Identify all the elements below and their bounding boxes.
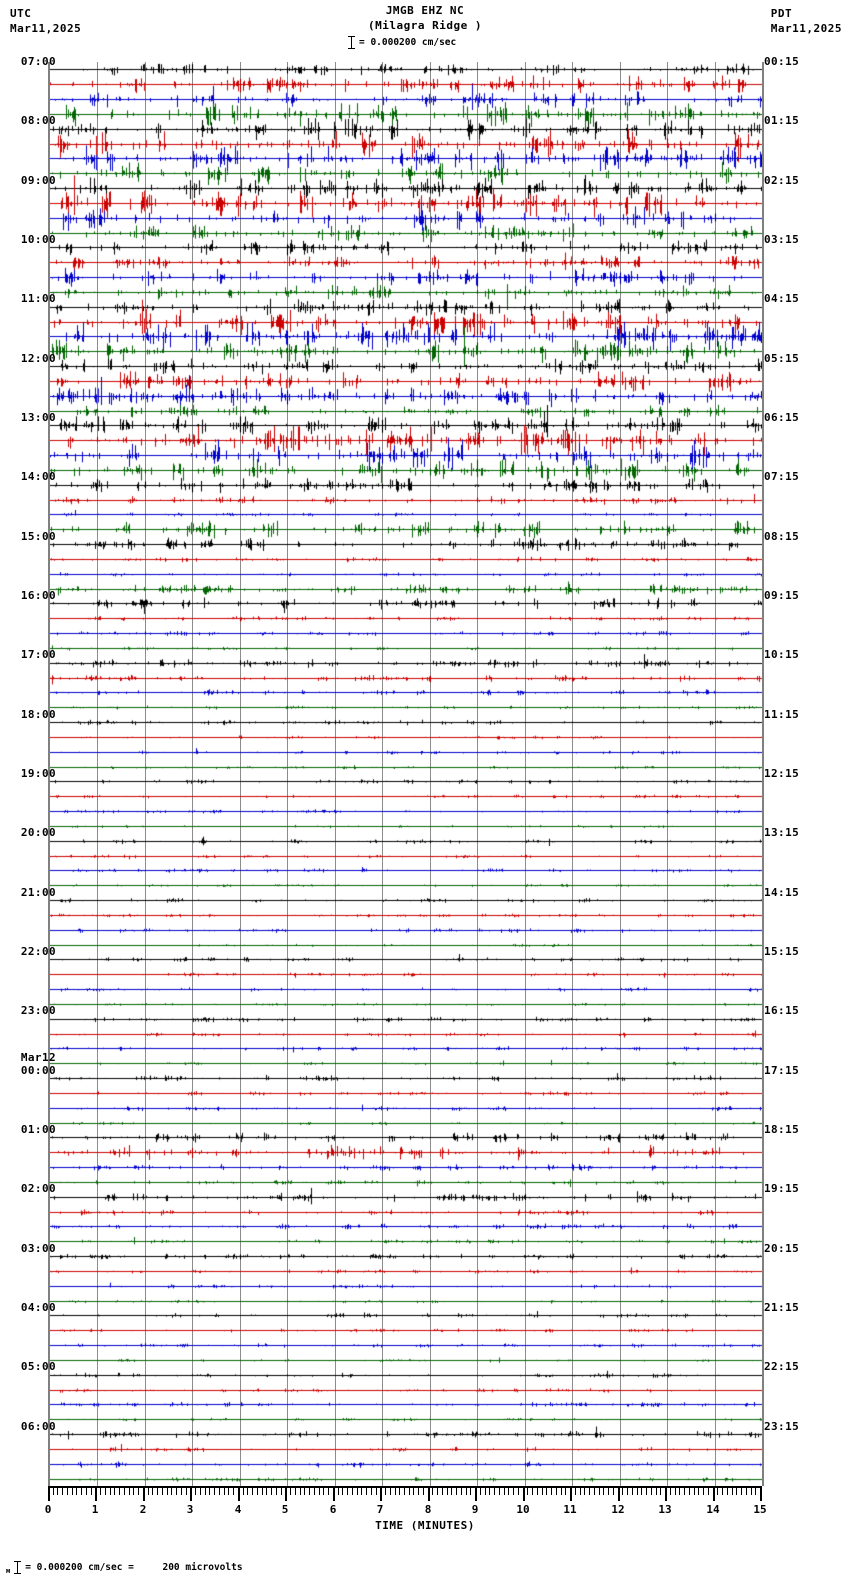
axis-tick-major-11 bbox=[570, 1488, 572, 1501]
axis-tick-minor bbox=[148, 1488, 149, 1495]
hour-label-utc-1400: 14:00 bbox=[20, 470, 56, 484]
axis-tick-minor bbox=[167, 1488, 168, 1495]
axis-tick-major-12 bbox=[618, 1488, 620, 1501]
axis-tick-minor bbox=[751, 1488, 752, 1495]
hour-label-pdt-0315: 03:15 bbox=[764, 233, 800, 246]
axis-tick-minor bbox=[319, 1488, 320, 1495]
axis-tick-minor bbox=[252, 1488, 253, 1495]
axis-tick-minor bbox=[200, 1488, 201, 1495]
axis-tick-label-14: 14 bbox=[706, 1503, 720, 1516]
axis-tick-minor bbox=[708, 1488, 709, 1495]
axis-tick-minor bbox=[72, 1488, 73, 1495]
axis-tick-minor bbox=[114, 1488, 115, 1495]
axis-tick-minor bbox=[670, 1488, 671, 1495]
axis-tick-minor bbox=[338, 1488, 339, 1495]
axis-tick-minor bbox=[703, 1488, 704, 1495]
axis-tick-minor bbox=[352, 1488, 353, 1495]
axis-tick-major-15 bbox=[760, 1488, 762, 1501]
axis-tick-minor bbox=[371, 1488, 372, 1495]
day-change-label: Mar12 bbox=[20, 1050, 56, 1064]
axis-tick-minor bbox=[632, 1488, 633, 1495]
hour-label-utc-1300: 13:00 bbox=[20, 411, 56, 424]
axis-tick-label-11: 11 bbox=[563, 1503, 577, 1516]
axis-tick-label-12: 12 bbox=[611, 1503, 625, 1516]
axis-tick-minor bbox=[162, 1488, 163, 1495]
axis-tick-minor bbox=[361, 1488, 362, 1495]
axis-tick-minor bbox=[395, 1488, 396, 1495]
axis-tick-minor bbox=[656, 1488, 657, 1495]
header bbox=[0, 0, 850, 58]
station-title: JMGB EHZ NC bbox=[385, 4, 465, 17]
axis-tick-minor bbox=[385, 1488, 386, 1495]
hour-label-pdt-0615: 06:15 bbox=[764, 411, 800, 424]
scale-legend-text: = 0.000200 cm/sec bbox=[359, 37, 457, 48]
hour-label-utc-1900: 19:00 bbox=[20, 767, 56, 780]
axis-tick-minor bbox=[565, 1488, 566, 1495]
axis-tick-minor bbox=[129, 1488, 130, 1495]
hour-label-utc-2000: 20:00 bbox=[20, 826, 56, 840]
axis-tick-minor bbox=[684, 1488, 685, 1495]
axis-tick-minor bbox=[456, 1488, 457, 1495]
axis-tick-minor bbox=[314, 1488, 315, 1495]
axis-tick-minor bbox=[271, 1488, 272, 1495]
axis-tick-minor bbox=[304, 1488, 305, 1495]
axis-tick-minor bbox=[233, 1488, 234, 1495]
axis-tick-minor bbox=[504, 1488, 505, 1495]
axis-tick-minor bbox=[257, 1488, 258, 1495]
axis-tick-minor bbox=[537, 1488, 538, 1495]
axis-tick-minor bbox=[732, 1488, 733, 1495]
hour-label-utc-1000: 10:00 bbox=[20, 233, 56, 246]
axis-tick-minor bbox=[679, 1488, 680, 1495]
axis-tick-minor bbox=[413, 1488, 414, 1495]
axis-tick-minor bbox=[603, 1488, 604, 1495]
axis-tick-minor bbox=[262, 1488, 263, 1495]
hour-label-utc-0500: 05:00 bbox=[20, 1360, 56, 1374]
axis-tick-minor bbox=[689, 1488, 690, 1495]
hour-label-pdt-1115: 11:15 bbox=[764, 707, 800, 721]
axis-tick-minor bbox=[561, 1488, 562, 1495]
axis-tick-minor bbox=[124, 1488, 125, 1495]
hour-label-utc-1600: 16:00 bbox=[20, 589, 56, 602]
axis-tick-major-13 bbox=[665, 1488, 667, 1501]
hour-label-utc-1100: 11:00 bbox=[20, 292, 56, 306]
axis-tick-label-3: 3 bbox=[186, 1503, 194, 1516]
hour-label-utc-0400: 04:00 bbox=[20, 1301, 56, 1314]
axis-tick-minor bbox=[594, 1488, 595, 1495]
axis-tick-minor bbox=[390, 1488, 391, 1495]
chart-title-block bbox=[0, 3, 850, 33]
axis-tick-minor bbox=[584, 1488, 585, 1495]
axis-tick-minor bbox=[532, 1488, 533, 1495]
axis-tick-minor bbox=[86, 1488, 87, 1495]
footer-scale-note bbox=[6, 1561, 243, 1574]
axis-tick-label-5: 5 bbox=[281, 1503, 289, 1516]
axis-tick-minor bbox=[755, 1488, 756, 1495]
axis-tick-major-4 bbox=[238, 1488, 240, 1501]
axis-tick-minor bbox=[717, 1488, 718, 1495]
axis-tick-label-1: 1 bbox=[91, 1503, 99, 1516]
axis-tick-minor bbox=[224, 1488, 225, 1495]
x-axis-title: TIME (MINUTES) bbox=[375, 1519, 475, 1532]
hour-label-utc-0100: 01:00 bbox=[20, 1123, 56, 1136]
axis-tick-minor bbox=[494, 1488, 495, 1495]
hour-label-pdt-1515: 15:15 bbox=[764, 945, 800, 958]
hour-label-utc-1700: 17:00 bbox=[20, 648, 56, 662]
axis-tick-minor bbox=[91, 1488, 92, 1495]
hour-label-pdt-1815: 18:15 bbox=[764, 1123, 800, 1136]
axis-tick-label-4: 4 bbox=[234, 1503, 242, 1516]
axis-tick-minor bbox=[171, 1488, 172, 1495]
axis-tick-minor bbox=[470, 1488, 471, 1495]
axis-tick-major-3 bbox=[190, 1488, 192, 1501]
axis-tick-minor bbox=[152, 1488, 153, 1495]
axis-tick-minor bbox=[660, 1488, 661, 1495]
axis-tick-minor bbox=[608, 1488, 609, 1495]
axis-tick-major-6 bbox=[333, 1488, 335, 1501]
axis-tick-minor bbox=[423, 1488, 424, 1495]
axis-tick-minor bbox=[138, 1488, 139, 1495]
axis-tick-minor bbox=[551, 1488, 552, 1495]
axis-tick-major-8 bbox=[428, 1488, 430, 1501]
hour-label-utc-1200: 12:00 bbox=[20, 351, 56, 365]
axis-tick-major-9 bbox=[475, 1488, 477, 1501]
axis-tick-minor bbox=[641, 1488, 642, 1495]
hour-label-utc-1800: 18:00 bbox=[20, 707, 56, 721]
axis-tick-minor bbox=[575, 1488, 576, 1495]
axis-tick-minor bbox=[480, 1488, 481, 1495]
hour-label-pdt-1415: 14:15 bbox=[764, 885, 800, 899]
axis-tick-minor bbox=[219, 1488, 220, 1495]
axis-tick-minor bbox=[214, 1488, 215, 1495]
axis-tick-minor bbox=[518, 1488, 519, 1495]
axis-tick-minor bbox=[81, 1488, 82, 1495]
footer-scale-text: = 0.000200 cm/sec = 200 microvolts bbox=[25, 1562, 243, 1573]
footer-scale-bar-icon bbox=[14, 1561, 21, 1574]
hour-label-utc-1500: 15:00 bbox=[20, 529, 56, 543]
axis-tick-label-15: 15 bbox=[753, 1503, 767, 1516]
axis-tick-minor bbox=[67, 1488, 68, 1495]
axis-tick-minor bbox=[527, 1488, 528, 1495]
axis-tick-label-7: 7 bbox=[376, 1503, 384, 1516]
axis-tick-minor bbox=[622, 1488, 623, 1495]
hour-label-pdt-0015: 00:15 bbox=[764, 55, 800, 68]
axis-tick-minor bbox=[57, 1488, 58, 1495]
axis-tick-minor bbox=[328, 1488, 329, 1495]
axis-tick-major-7 bbox=[380, 1488, 382, 1501]
axis-tick-minor bbox=[205, 1488, 206, 1495]
axis-tick-minor bbox=[627, 1488, 628, 1495]
axis-tick-minor bbox=[447, 1488, 448, 1495]
axis-tick-label-9: 9 bbox=[471, 1503, 479, 1516]
axis-tick-minor bbox=[228, 1488, 229, 1495]
axis-tick-minor bbox=[323, 1488, 324, 1495]
axis-tick-minor bbox=[698, 1488, 699, 1495]
utc-label: UTC bbox=[10, 7, 32, 20]
axis-tick-major-14 bbox=[713, 1488, 715, 1501]
axis-tick-minor bbox=[62, 1488, 63, 1495]
hour-label-utc-0000: 00:00 bbox=[20, 1063, 56, 1077]
axis-tick-minor bbox=[247, 1488, 248, 1495]
axis-tick-minor bbox=[580, 1488, 581, 1495]
axis-tick-major-0 bbox=[48, 1488, 50, 1501]
scale-bar-icon bbox=[348, 36, 355, 49]
hour-label-pdt-0515: 05:15 bbox=[764, 351, 800, 365]
axis-tick-minor bbox=[727, 1488, 728, 1495]
hour-label-pdt-2115: 21:15 bbox=[764, 1301, 800, 1314]
axis-tick-minor bbox=[542, 1488, 543, 1495]
axis-tick-minor bbox=[418, 1488, 419, 1495]
axis-tick-minor bbox=[243, 1488, 244, 1495]
axis-tick-major-1 bbox=[95, 1488, 97, 1501]
axis-tick-minor bbox=[105, 1488, 106, 1495]
axis-tick-minor bbox=[741, 1488, 742, 1495]
axis-tick-minor bbox=[195, 1488, 196, 1495]
hour-label-pdt-1915: 19:15 bbox=[764, 1182, 800, 1196]
helicorder-plot[interactable] bbox=[48, 62, 764, 1486]
axis-tick-label-0: 0 bbox=[44, 1503, 52, 1516]
hour-label-pdt-2015: 20:15 bbox=[764, 1241, 800, 1255]
axis-tick-minor bbox=[342, 1488, 343, 1495]
axis-tick-minor bbox=[513, 1488, 514, 1495]
axis-tick-minor bbox=[651, 1488, 652, 1495]
footer-prefix-glyph: м bbox=[6, 1566, 11, 1575]
axis-tick-minor bbox=[466, 1488, 467, 1495]
axis-tick-minor bbox=[176, 1488, 177, 1495]
axis-tick-minor bbox=[110, 1488, 111, 1495]
axis-tick-minor bbox=[133, 1488, 134, 1495]
axis-tick-major-5 bbox=[285, 1488, 287, 1501]
axis-tick-minor bbox=[266, 1488, 267, 1495]
hour-label-utc-0300: 03:00 bbox=[20, 1241, 56, 1255]
axis-tick-minor bbox=[432, 1488, 433, 1495]
axis-tick-label-2: 2 bbox=[139, 1503, 147, 1516]
axis-tick-minor bbox=[489, 1488, 490, 1495]
axis-tick-minor bbox=[181, 1488, 182, 1495]
axis-tick-minor bbox=[499, 1488, 500, 1495]
axis-tick-minor bbox=[309, 1488, 310, 1495]
hour-label-utc-2100: 21:00 bbox=[20, 885, 56, 899]
axis-tick-minor bbox=[461, 1488, 462, 1495]
hour-label-pdt-1615: 16:15 bbox=[764, 1004, 800, 1018]
axis-tick-minor bbox=[675, 1488, 676, 1495]
hour-label-pdt-2315: 23:15 bbox=[764, 1419, 800, 1433]
hour-label-pdt-0115: 01:15 bbox=[764, 114, 800, 128]
hour-label-pdt-0215: 02:15 bbox=[764, 173, 800, 187]
pdt-time-zone-block bbox=[771, 6, 842, 36]
hour-label-utc-0800: 08:00 bbox=[20, 114, 56, 128]
axis-tick-minor bbox=[613, 1488, 614, 1495]
axis-tick-minor bbox=[451, 1488, 452, 1495]
axis-tick-minor bbox=[722, 1488, 723, 1495]
hour-label-pdt-0415: 04:15 bbox=[764, 292, 800, 306]
axis-tick-minor bbox=[295, 1488, 296, 1495]
pdt-label: PDT bbox=[770, 7, 793, 20]
hour-label-pdt-1015: 10:15 bbox=[764, 648, 800, 662]
axis-tick-minor bbox=[746, 1488, 747, 1495]
axis-tick-minor bbox=[508, 1488, 509, 1495]
axis-tick-major-10 bbox=[523, 1488, 525, 1501]
hour-label-pdt-0915: 09:15 bbox=[764, 589, 800, 602]
axis-tick-minor bbox=[399, 1488, 400, 1495]
hour-label-pdt-0715: 07:15 bbox=[764, 470, 800, 484]
hour-label-pdt-1315: 13:15 bbox=[764, 826, 800, 840]
hour-label-utc-0900: 09:00 bbox=[20, 173, 56, 187]
axis-tick-label-10: 10 bbox=[516, 1503, 530, 1516]
axis-tick-minor bbox=[437, 1488, 438, 1495]
pdt-date: Mar11,2025 bbox=[770, 22, 842, 35]
axis-tick-label-8: 8 bbox=[424, 1503, 432, 1516]
axis-tick-minor bbox=[404, 1488, 405, 1495]
axis-tick-minor bbox=[53, 1488, 54, 1495]
axis-tick-minor bbox=[366, 1488, 367, 1495]
seismic-traces bbox=[50, 62, 762, 1486]
axis-tick-minor bbox=[119, 1488, 120, 1495]
hour-label-utc-2200: 22:00 bbox=[20, 945, 56, 958]
utc-date: Mar11,2025 bbox=[10, 22, 82, 35]
site-name: (Milagra Ridge ) bbox=[368, 19, 482, 32]
axis-tick-minor bbox=[157, 1488, 158, 1495]
axis-tick-minor bbox=[646, 1488, 647, 1495]
axis-tick-minor bbox=[276, 1488, 277, 1495]
axis-tick-minor bbox=[100, 1488, 101, 1495]
axis-tick-minor bbox=[485, 1488, 486, 1495]
axis-tick-minor bbox=[442, 1488, 443, 1495]
axis-tick-minor bbox=[290, 1488, 291, 1495]
axis-tick-major-2 bbox=[143, 1488, 145, 1501]
scale-legend bbox=[348, 36, 456, 49]
axis-tick-minor bbox=[556, 1488, 557, 1495]
hour-label-pdt-1715: 17:15 bbox=[764, 1063, 800, 1077]
axis-tick-minor bbox=[357, 1488, 358, 1495]
axis-tick-minor bbox=[347, 1488, 348, 1495]
axis-tick-minor bbox=[736, 1488, 737, 1495]
axis-tick-minor bbox=[409, 1488, 410, 1495]
axis-tick-minor bbox=[76, 1488, 77, 1495]
axis-tick-minor bbox=[209, 1488, 210, 1495]
axis-tick-minor bbox=[546, 1488, 547, 1495]
axis-tick-minor bbox=[376, 1488, 377, 1495]
axis-tick-minor bbox=[300, 1488, 301, 1495]
hour-label-pdt-2215: 22:15 bbox=[764, 1360, 800, 1374]
hour-label-utc-0700: 07:00 bbox=[20, 55, 56, 68]
trace-canvas bbox=[50, 62, 762, 1486]
axis-tick-minor bbox=[599, 1488, 600, 1495]
hour-label-pdt-0815: 08:15 bbox=[764, 529, 800, 543]
axis-tick-minor bbox=[589, 1488, 590, 1495]
axis-tick-minor bbox=[694, 1488, 695, 1495]
axis-tick-minor bbox=[637, 1488, 638, 1495]
hour-label-utc-2300: 23:00 bbox=[20, 1004, 56, 1018]
hour-label-utc-0200: 02:00 bbox=[20, 1182, 56, 1196]
axis-tick-label-6: 6 bbox=[329, 1503, 337, 1516]
axis-tick-label-13: 13 bbox=[658, 1503, 672, 1516]
hour-label-utc-0600: 06:00 bbox=[20, 1419, 56, 1433]
axis-tick-minor bbox=[281, 1488, 282, 1495]
axis-tick-minor bbox=[186, 1488, 187, 1495]
hour-label-pdt-1215: 12:15 bbox=[764, 767, 800, 780]
axis-line bbox=[48, 1486, 762, 1488]
